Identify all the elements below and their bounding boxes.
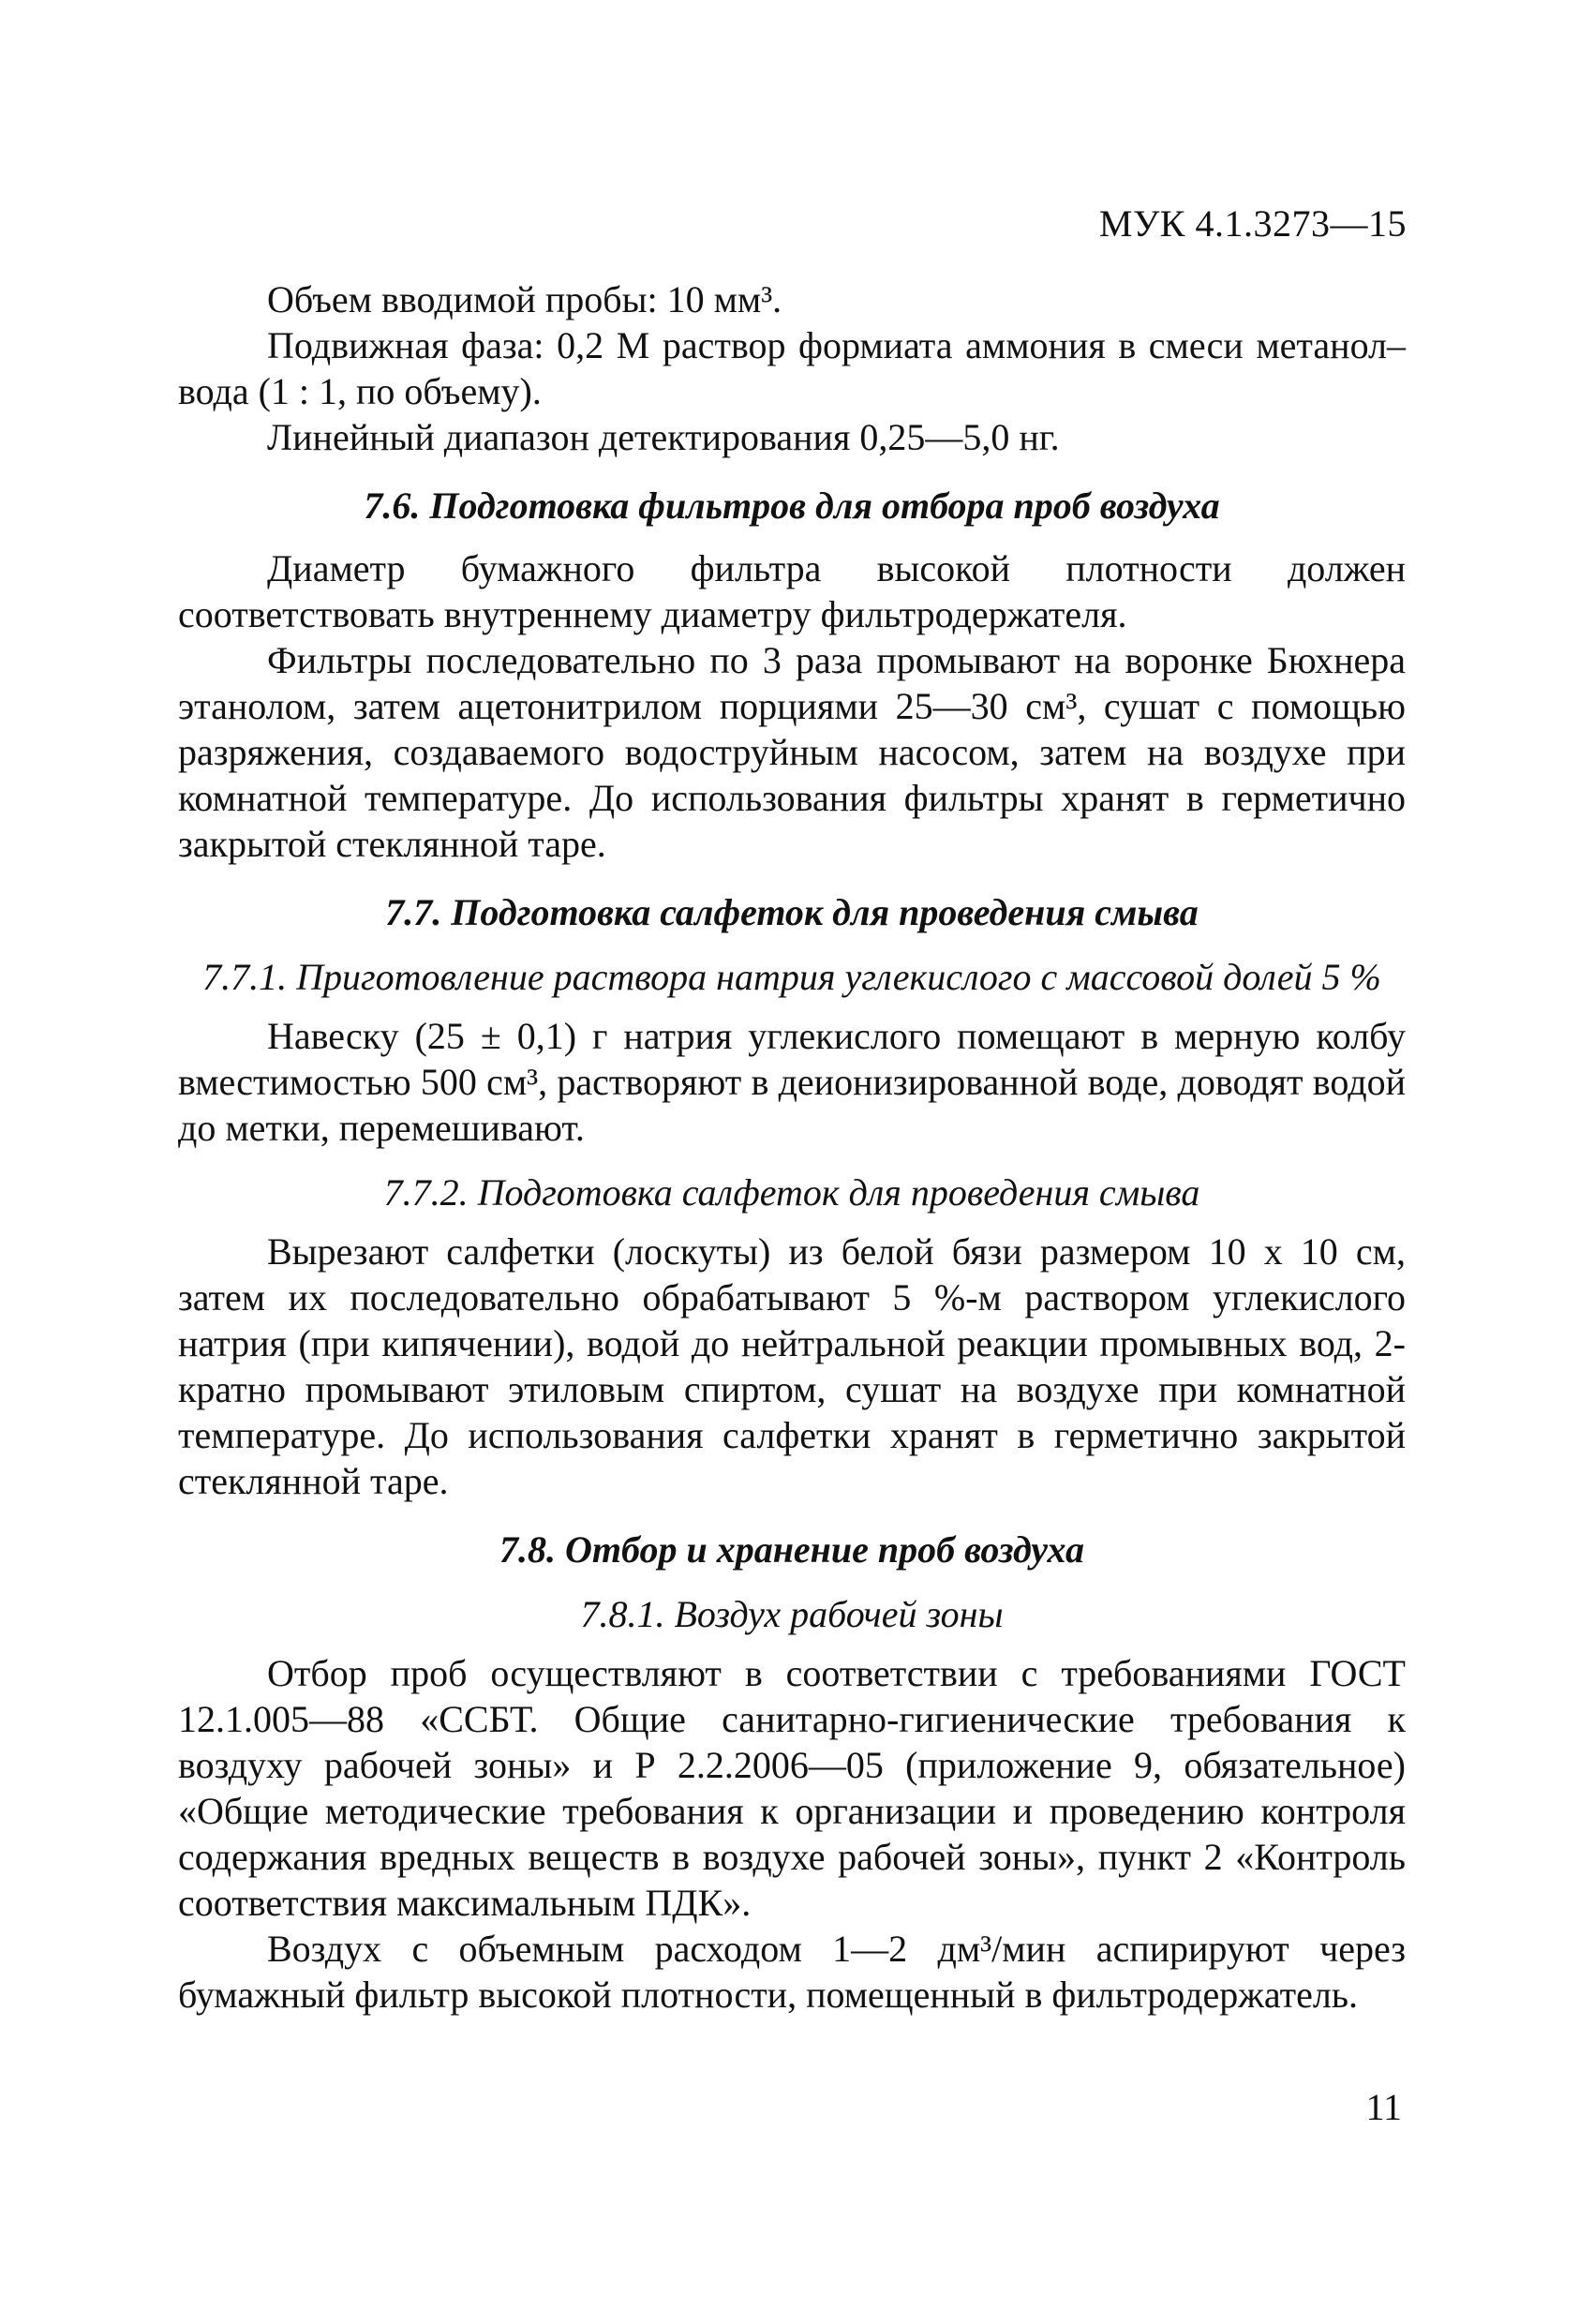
paragraph-mobile-phase: Подвижная фаза: 0,2 М раствор формиата аммония в смеси метанол–вода (1 : 1, по объему). xyxy=(178,324,1406,412)
paragraph-7-6-filter-washing: Фильтры последовательно по 3 раза промывают на воронке Бюхнера этанолом, затем ацетонитрилом порциями 25—30 см³, сушат с помощью разряжения, создаваемого водоструйным насосом, затем на воздухе при комнатной температуре. До использования фильтры хранят в герметично закрытой стеклянной таре. xyxy=(178,639,1406,865)
paragraph-sample-volume: Объем вводимой пробы: 10 мм³. xyxy=(267,278,782,320)
heading-7-8: 7.8. Отбор и хранение проб воздуха xyxy=(499,1528,1084,1571)
document-code: МУК 4.1.3273—15 xyxy=(1098,202,1407,245)
page-body xyxy=(178,187,1406,2018)
paragraph-7-6-filter-diameter: Диаметр бумажного фильтра высокой плотности должен соответствовать внутреннему диаметру фильтродержателя. xyxy=(178,547,1406,635)
paragraph-7-8-1-aspiration: Воздух с объемным расходом 1—2 дм³/мин аспирируют через бумажный фильтр высокой плотности, помещенный в фильтродержатель. xyxy=(178,1928,1406,2016)
paragraph-7-7-2: Вырезают салфетки (лоскуты) из белой бязи размером 10 x 10 см, затем их последовательно обрабатывают 5 %-м раствором углекислого натрия (при кипячении), водой до нейтральной реакции промывных вод, 2-кратно промывают этиловым спиртом, сушат на воздухе при комнатной температуре. До использования салфетки хранят в герметично закрытой стеклянной таре. xyxy=(178,1230,1406,1502)
heading-7-7-2: 7.7.2. Подготовка салфеток для проведения смыва xyxy=(383,1171,1200,1214)
heading-7-6: 7.6. Подготовка фильтров для отбора проб воздуха xyxy=(364,484,1220,527)
heading-7-8-1: 7.8.1. Воздух рабочей зоны xyxy=(580,1593,1004,1635)
paragraph-7-7-1: Навеску (25 ± 0,1) г натрия углекислого помещают в мерную колбу вместимостью 500 см³, растворяют в деионизированной воде, доводят водой до метки, перемешивают. xyxy=(178,1015,1406,1149)
heading-7-7: 7.7. Подготовка салфеток для проведения смыва xyxy=(385,891,1199,933)
page-number: 11 xyxy=(1365,2086,1402,2128)
heading-7-7-1: 7.7.1. Приготовление раствора натрия углекислого с массовой долей 5 % xyxy=(202,956,1381,998)
paragraph-7-8-1-requirements: Отбор проб осуществляют в соответствии с требованиями ГОСТ 12.1.005—88 «ССБТ. Общие санитарно-гигиенические требования к воздуху рабочей зоны» и Р 2.2.2006—05 (приложение 9, обязательное) «Общие методические требования к организации и проведению контроля содержания вредных веществ в воздухе рабочей зоны», пункт 2 «Контроль соответствия максимальным ПДК». xyxy=(178,1652,1406,1924)
paragraph-linear-range: Линейный диапазон детектирования 0,25—5,0 нг. xyxy=(267,416,1060,458)
